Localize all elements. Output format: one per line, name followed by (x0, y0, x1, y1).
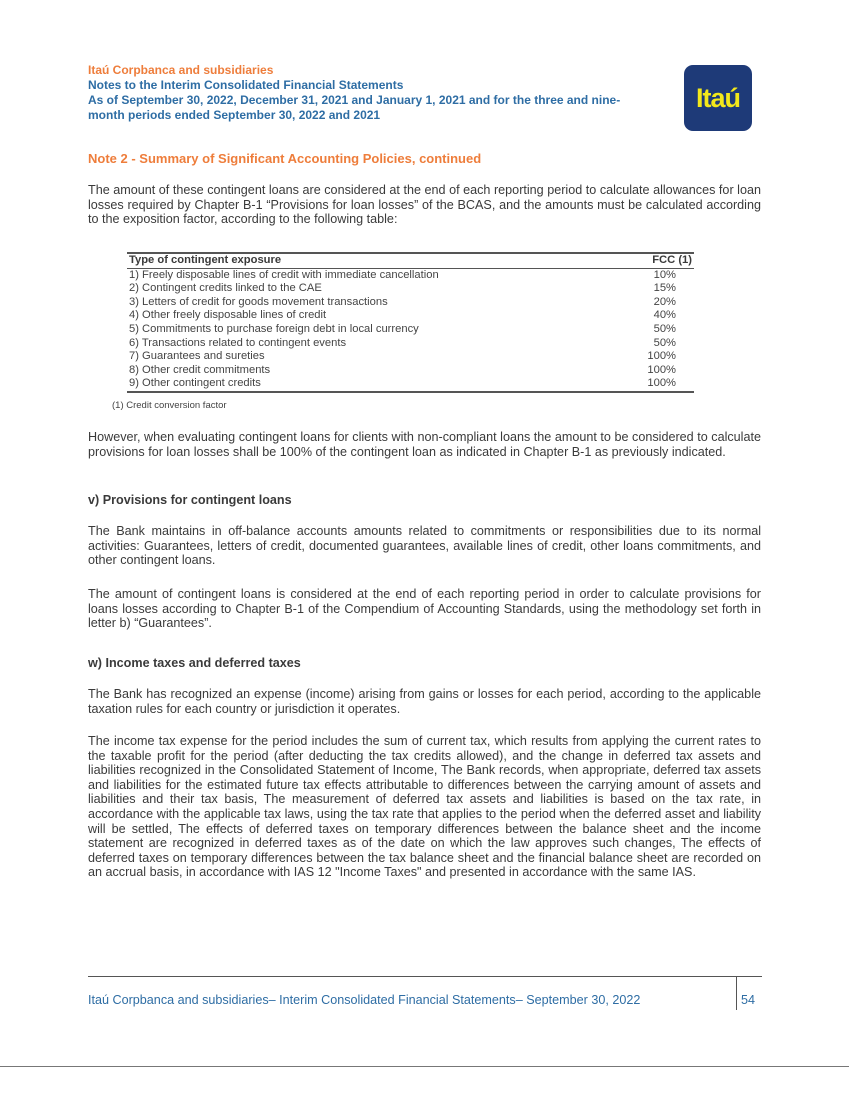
column-header: FCC (1) (618, 253, 694, 268)
exposure-type-cell: 4) Other freely disposable lines of credit (129, 309, 327, 322)
fcc-cell: 50% (653, 336, 676, 349)
exposure-type-cell: 5) Commitments to purchase foreign debt in local currency (129, 322, 419, 335)
table-row (127, 337, 694, 351)
table-row (127, 377, 694, 392)
page-bottom-border (0, 1066, 849, 1067)
column-header: Type of contingent exposure (127, 253, 618, 268)
footer-divider (88, 976, 762, 977)
fcc-cell: 10% (653, 268, 676, 281)
exposure-type-cell: 3) Letters of credit for goods movement transactions (129, 295, 388, 308)
page-number: 54 (741, 993, 756, 1007)
company-name: Itaú Corpbanca and subsidiaries (88, 63, 274, 77)
fcc-cell: 100% (647, 350, 676, 363)
document-subtitle: Notes to the Interim Consolidated Financial Statements (88, 78, 404, 92)
footer-vertical-divider (736, 976, 737, 1010)
exposure-type-cell: 8) Other credit commitments (129, 363, 271, 376)
paragraph: The Bank has recognized an expense (income) arising from gains or losses for each period, according to the applicable taxation rules for each country or jurisdiction it operates. (88, 687, 761, 716)
fcc-cell: 40% (653, 309, 676, 322)
itau-logo (684, 65, 752, 131)
paragraph: The Bank maintains in off-balance accounts amounts related to commitments or responsibilities due to its normal activities: Guarantees, letters of credit, documented guarantees, available lines of credit, other loans commitments, and other contingent loans. (88, 524, 761, 568)
table-row (127, 309, 694, 323)
fcc-cell: 100% (647, 377, 676, 390)
logo-text: Itaú (695, 82, 740, 113)
section-heading-w: w) Income taxes and deferred taxes (88, 656, 301, 670)
exposure-type-cell: 7) Guarantees and sureties (129, 350, 265, 363)
note-title: Note 2 - Summary of Significant Accounting Policies, continued (88, 151, 482, 166)
fcc-cell: 100% (647, 363, 676, 376)
table-row (127, 268, 694, 282)
paragraph: The amount of contingent loans is considered at the end of each reporting period in order to calculate provisions for loans losses according to Chapter B-1 of the Compendium of Accounting Standards, using the methodology set forth in letter b) “Guarantees”. (88, 587, 761, 631)
paragraph: The income tax expense for the period includes the sum of current tax, which results from applying the current rates to the taxable profit for the period (after deducting the tax credits allowed), and the change in deferred tax assets and liabilities recognized in the Consolidated Statement of Income, The Bank records, when appropriate, deferred tax assets and liabilities for the estimated future tax effects attributable to differences between the carrying amount of assets and liabilities and their tax basis, The measurement of deferred tax assets and liabilities is based on the tax rate, in accordance with the applicable tax laws, using the tax rate that applies to the period when the deferred asset and liability will be settled, The effects of deferred taxes on temporary differences between the balance sheet and the income statement are recognized in deferred taxes as of the date on which the law approves such changes, The effects of deferred taxes on temporary differences between the tax balance sheet and the financial balance sheet are recorded on an accrual basis, in accordance with IAS 12 "Income Taxes" and presented in accordance with the same IAS. (88, 734, 761, 880)
exposure-type-cell: 9) Other contingent credits (129, 377, 261, 390)
section-heading-v: v) Provisions for contingent loans (88, 493, 292, 507)
fcc-cell: 50% (653, 322, 676, 335)
footer-text: Itaú Corpbanca and subsidiaries– Interim Consolidated Financial Statements– September 30, 2022 (88, 993, 641, 1007)
paragraph: The amount of these contingent loans are considered at the end of each reporting period to calculate allowances for loan losses required by Chapter B-1 “Provisions for loan losses” of the BCAS, and the amounts must be calculated according to the exposition factor, according to the following table: (88, 183, 761, 227)
fcc-cell: 15% (653, 282, 676, 295)
exposure-type-cell: 2) Contingent credits linked to the CAE (129, 282, 322, 295)
fcc-cell: 20% (653, 295, 676, 308)
table-row (127, 364, 694, 378)
table-row (127, 296, 694, 310)
document-period: As of September 30, 2022, December 31, 2021 and January 1, 2021 and for the three and nine-month periods ended September 30, 2022 and 2021 (88, 93, 621, 122)
table-row (127, 350, 694, 364)
table-footnote: (1) Credit conversion factor (112, 400, 227, 411)
exposure-type-cell: 1) Freely disposable lines of credit with immediate cancellation (129, 268, 439, 281)
contingent-exposure-table (127, 252, 694, 393)
exposure-type-cell: 6) Transactions related to contingent events (129, 336, 347, 349)
paragraph: However, when evaluating contingent loans for clients with non-compliant loans the amount to be considered to calculate provisions for loan losses shall be 100% of the contingent loan as indicated in Chapter B-1 as previously indicated. (88, 430, 761, 459)
table-row (127, 323, 694, 337)
table-row (127, 282, 694, 296)
